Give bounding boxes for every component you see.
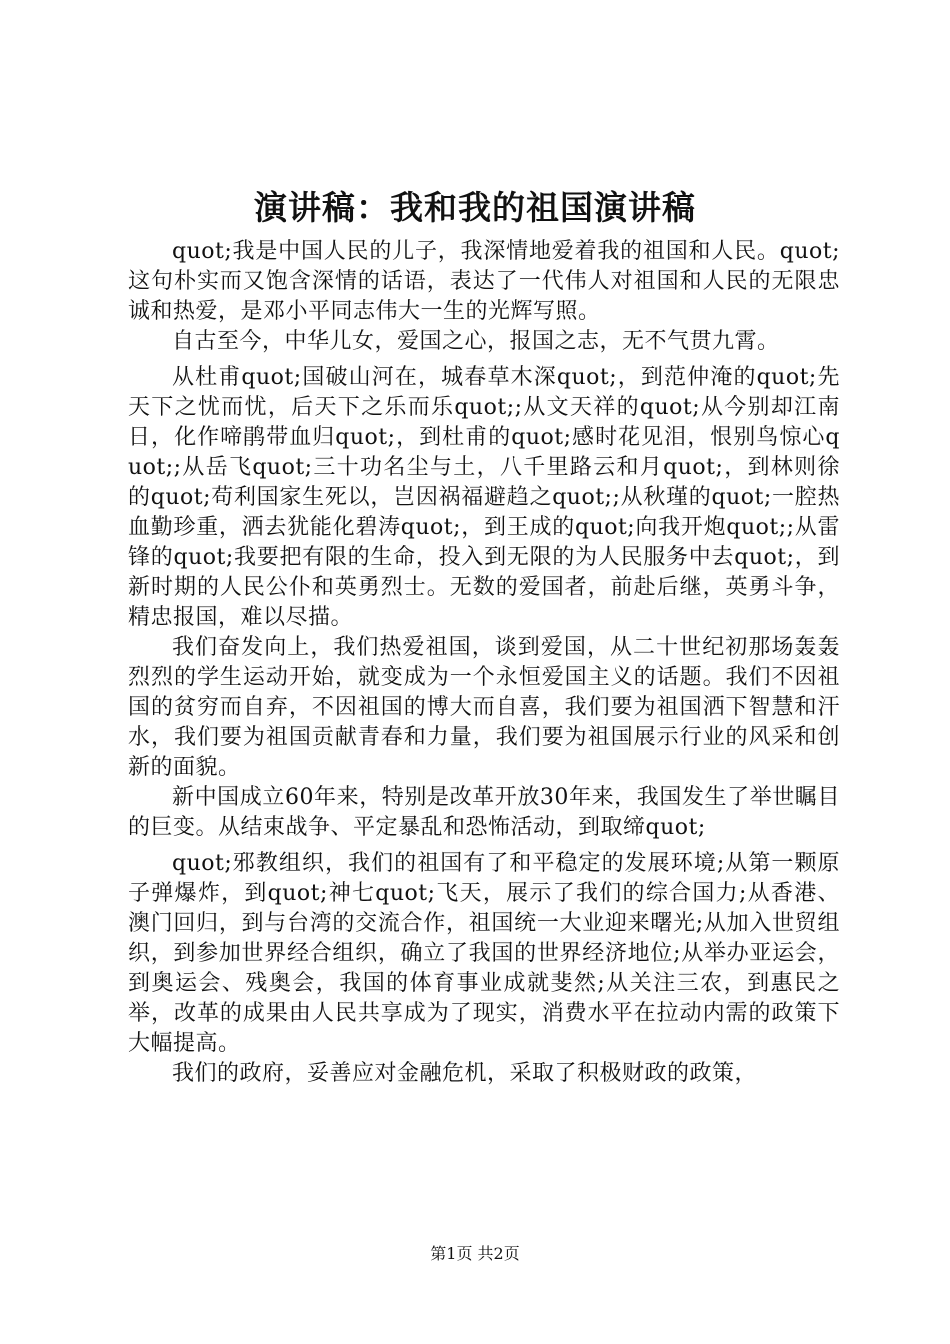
paragraph-3: 从杜甫quot;国破山河在，城春草木深quot;，到范仲淹的quot;先天下之忧而忧，后天下之乐而乐quot;;从文天祥的quot;从今别却江南日，化作啼鹃带血归quot;，到杜甫的quot;感时花见泪，恨别鸟惊心quot;;从岳飞quot;三十功名尘与土，八千里路云和月quot;，到林则徐的quot;苟利国家生死以，岂因祸福避趋之quot;;从秋瑾的quot;一腔热血勤珍重，洒去犹能化碧涛quot;，到王成的quot;向我开炮quot;;从雷锋的quot;我要把有限的生命，投入到无限的为人民服务中去quot;，到新时期的人民公仆和英勇烈士。无数的爱国者，前赴后继，英勇斗争，精忠报国，难以尽描。 [128,365,840,630]
page-footer: 第1页 共2页 [430,1244,520,1263]
document-title: 演讲稿：我和我的祖国演讲稿 [254,188,696,227]
paragraph-6: quot;邪教组织，我们的祖国有了和平稳定的发展环境;从第一颗原子弹爆炸，到quot;神七quot;飞天，展示了我们的综合国力;从香港、澳门回归，到与台湾的交流合作，祖国统一大业迎来曙光;从加入世贸组织，到参加世界经合组织，确立了我国的世界经济地位;从举办亚运会，到奥运会、残奥会，我国的体育事业成就斐然;从关注三农，到惠民之举，改革的成果由人民共享成为了现实，消费水平在拉动内需的政策下大幅提高。 [128,851,840,1056]
paragraph-2: 自古至今，中华儿女，爱国之心，报国之志，无不气贯九霄。 [172,329,780,354]
paragraph-1: quot;我是中国人民的儿子，我深情地爱着我的祖国和人民。quot;这句朴实而又饱含深情的话语，表达了一代伟人对祖国和人民的无限忠诚和热爱，是邓小平同志伟大一生的光辉写照。 [128,239,840,324]
paragraph-7: 我们的政府，妥善应对金融危机，采取了积极财政的政策， [172,1061,758,1086]
document-body [128,237,840,1089]
paragraph-5: 新中国成立60年来，特别是改革开放30年来，我国发生了举世瞩目的巨变。从结束战争、平定暴乱和恐怖活动，到取缔quot; [128,785,840,840]
paragraph-4: 我们奋发向上，我们热爱祖国，谈到爱国，从二十世纪初那场轰轰烈烈的学生运动开始，就变成为一个永恒爱国主义的话题。我们不因祖国的贫穷而自弃，不因祖国的博大而自喜，我们要为祖国洒下智慧和汗水，我们要为祖国贡献青春和力量，我们要为祖国展示行业的风采和创新的面貌。 [128,635,840,780]
